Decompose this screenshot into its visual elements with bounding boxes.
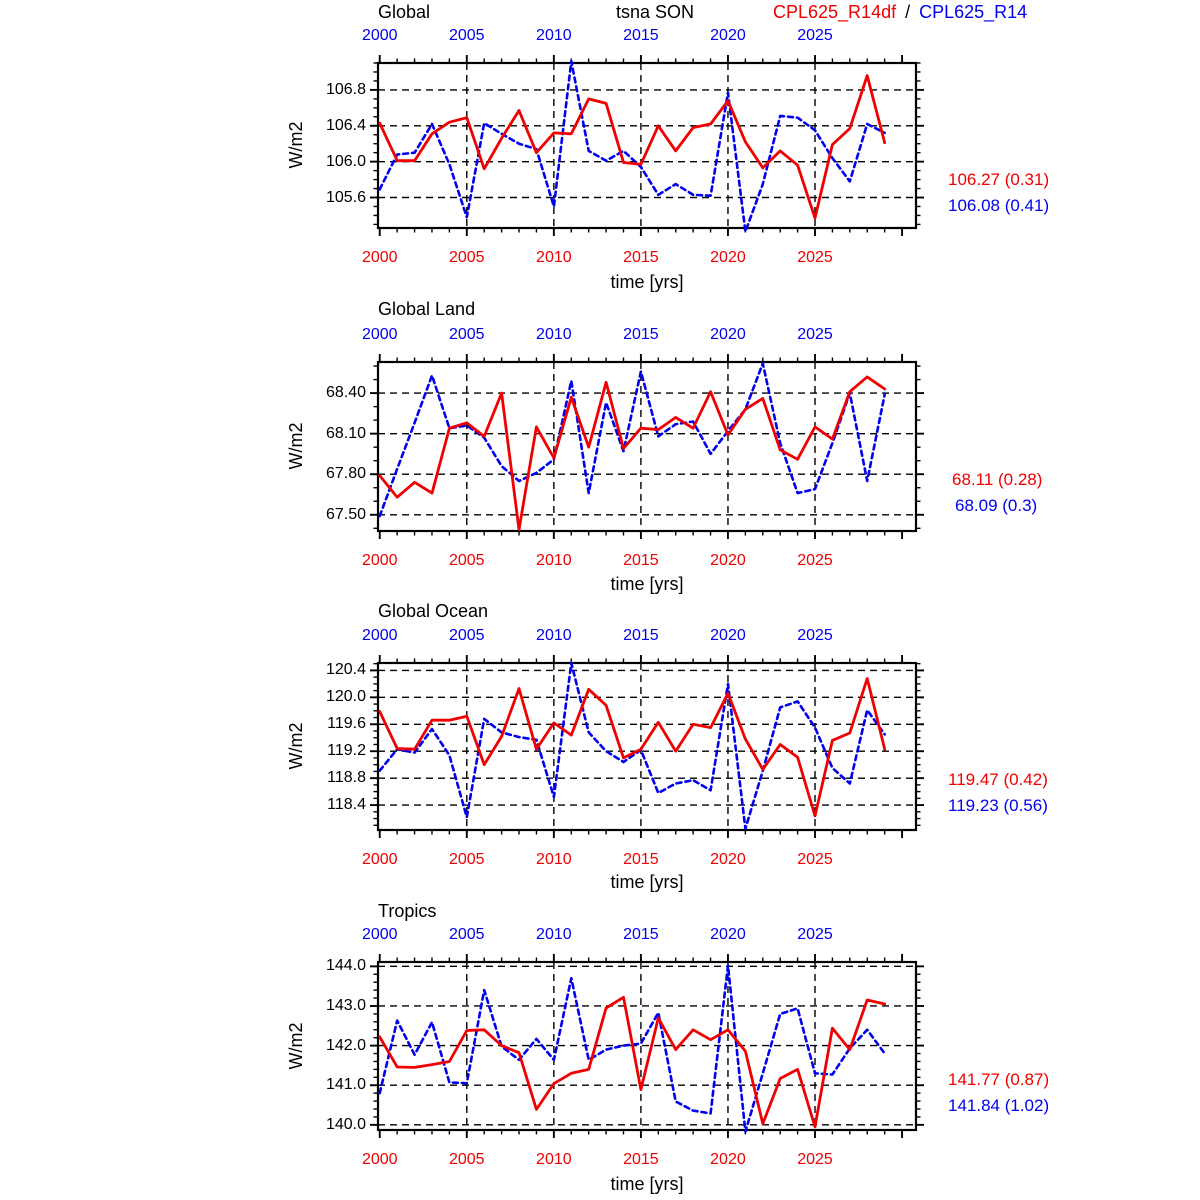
panel-3-title: Global Ocean: [378, 601, 489, 621]
y-tick-label: 67.80: [325, 465, 366, 483]
x-tick-label-top: 2010: [536, 627, 572, 644]
y-tick-label: 120.4: [325, 661, 366, 679]
x-tick-label-top: 2005: [448, 326, 485, 343]
y-tick-label: 118.8: [327, 769, 366, 787]
y-tick-label: 119.2: [327, 742, 366, 760]
x-tick-label-top: 2025: [797, 926, 833, 943]
x-tick-label-bottom: 2025: [797, 249, 833, 266]
x-tick-label-bottom: 2015: [623, 552, 659, 569]
x-tick-label-top: 2005: [448, 27, 485, 44]
x-tick-label-bottom: 2025: [797, 1151, 833, 1168]
y-tick-label: 119.6: [327, 715, 366, 733]
x-tick-label-top: 2020: [710, 27, 746, 44]
panel-4-title: Tropics: [378, 901, 437, 921]
x-tick-label-bottom: 2025: [797, 851, 833, 868]
y-tick-label: 142.0: [325, 1036, 366, 1054]
x-tick-label-bottom: 2020: [710, 249, 746, 266]
x-tick-label-top: 2000: [361, 627, 398, 644]
x-tick-label-bottom: 2000: [361, 552, 398, 569]
x-tick-label-top: 2015: [623, 27, 659, 44]
y-tick-label: 68.10: [325, 424, 366, 442]
x-tick-label-bottom: 2005: [448, 249, 485, 266]
y-tick-label: 118.4: [327, 796, 366, 814]
y-tick-label: 106.8: [325, 80, 366, 98]
x-tick-label-bottom: 2010: [536, 249, 572, 266]
y-tick-label: 143.0: [325, 996, 366, 1014]
panel-3-stat-red: 119.47 (0.42): [948, 770, 1048, 789]
panel-4-stat-red: 141.77 (0.87): [948, 1070, 1050, 1089]
x-tick-label-top: 2025: [797, 326, 833, 343]
x-tick-label-bottom: 2010: [536, 1151, 572, 1168]
x-tick-label-top: 2005: [448, 627, 485, 644]
x-tick-label-bottom: 2000: [361, 851, 398, 868]
panel-3-y-axis-label: W/m2: [286, 722, 306, 770]
x-tick-label-bottom: 2020: [710, 552, 746, 569]
x-tick-label-top: 2005: [448, 926, 485, 943]
legend-separator: /: [905, 2, 911, 22]
panel-4-stat-blue: 141.84 (1.02): [948, 1096, 1050, 1115]
x-tick-label-bottom: 2015: [623, 249, 659, 266]
x-tick-label-bottom: 2025: [797, 552, 833, 569]
legend-series-1: CPL625_R14df: [773, 2, 897, 22]
x-tick-label-top: 2015: [623, 326, 659, 343]
x-tick-label-bottom: 2005: [448, 1151, 485, 1168]
y-tick-label: 140.0: [325, 1115, 366, 1133]
y-tick-label: 120.0: [325, 688, 366, 706]
panel-3-x-axis-label: time [yrs]: [610, 872, 684, 892]
x-tick-label-bottom: 2005: [448, 851, 485, 868]
panel-2-stat-blue: 68.09 (0.3): [955, 496, 1038, 515]
panel-1-stat-blue: 106.08 (0.41): [948, 196, 1050, 215]
y-tick-label: 106.0: [325, 152, 366, 170]
x-tick-label-bottom: 2015: [623, 851, 659, 868]
x-tick-label-bottom: 2015: [623, 1151, 659, 1168]
x-tick-label-top: 2010: [536, 326, 572, 343]
x-tick-label-top: 2015: [623, 926, 659, 943]
page-subtitle: tsna SON: [616, 2, 695, 22]
x-tick-label-bottom: 2010: [536, 552, 572, 569]
panel-2-x-axis-label: time [yrs]: [610, 574, 684, 594]
x-tick-label-bottom: 2020: [710, 1151, 746, 1168]
panel-1-x-axis-label: time [yrs]: [610, 272, 684, 292]
x-tick-label-top: 2000: [361, 27, 398, 44]
x-tick-label-bottom: 2000: [361, 1151, 398, 1168]
x-tick-label-top: 2020: [710, 627, 746, 644]
panel-4-x-axis-label: time [yrs]: [610, 1174, 684, 1194]
panel-2-title: Global Land: [378, 299, 476, 319]
x-tick-label-top: 2025: [797, 627, 833, 644]
x-tick-label-top: 2000: [361, 926, 398, 943]
panel-3-stat-blue: 119.23 (0.56): [948, 796, 1048, 815]
x-tick-label-top: 2000: [361, 326, 398, 343]
y-tick-label: 105.6: [325, 188, 366, 206]
x-tick-label-bottom: 2000: [361, 249, 398, 266]
x-tick-label-bottom: 2020: [710, 851, 746, 868]
x-tick-label-bottom: 2005: [448, 552, 485, 569]
y-tick-label: 67.50: [325, 505, 366, 523]
x-tick-label-top: 2010: [536, 926, 572, 943]
panel-1-y-axis-label: W/m2: [286, 121, 306, 169]
y-tick-label: 144.0: [325, 957, 366, 975]
y-tick-label: 106.4: [325, 116, 366, 134]
x-tick-label-top: 2015: [623, 627, 659, 644]
x-tick-label-top: 2010: [536, 27, 572, 44]
x-tick-label-top: 2020: [710, 926, 746, 943]
panel-4-y-axis-label: W/m2: [286, 1022, 306, 1070]
panel-1-stat-red: 106.27 (0.31): [948, 170, 1050, 189]
y-tick-label: 141.0: [325, 1076, 366, 1094]
x-tick-label-bottom: 2010: [536, 851, 572, 868]
panel-1-title: Global: [378, 2, 431, 22]
panel-2-y-axis-label: W/m2: [286, 422, 306, 470]
y-tick-label: 68.40: [325, 384, 366, 402]
panel-2-stat-red: 68.11 (0.28): [952, 470, 1043, 489]
legend: [773, 2, 1027, 23]
x-tick-label-top: 2025: [797, 27, 833, 44]
x-tick-label-top: 2020: [710, 326, 746, 343]
legend-series-2: CPL625_R14: [919, 2, 1028, 22]
